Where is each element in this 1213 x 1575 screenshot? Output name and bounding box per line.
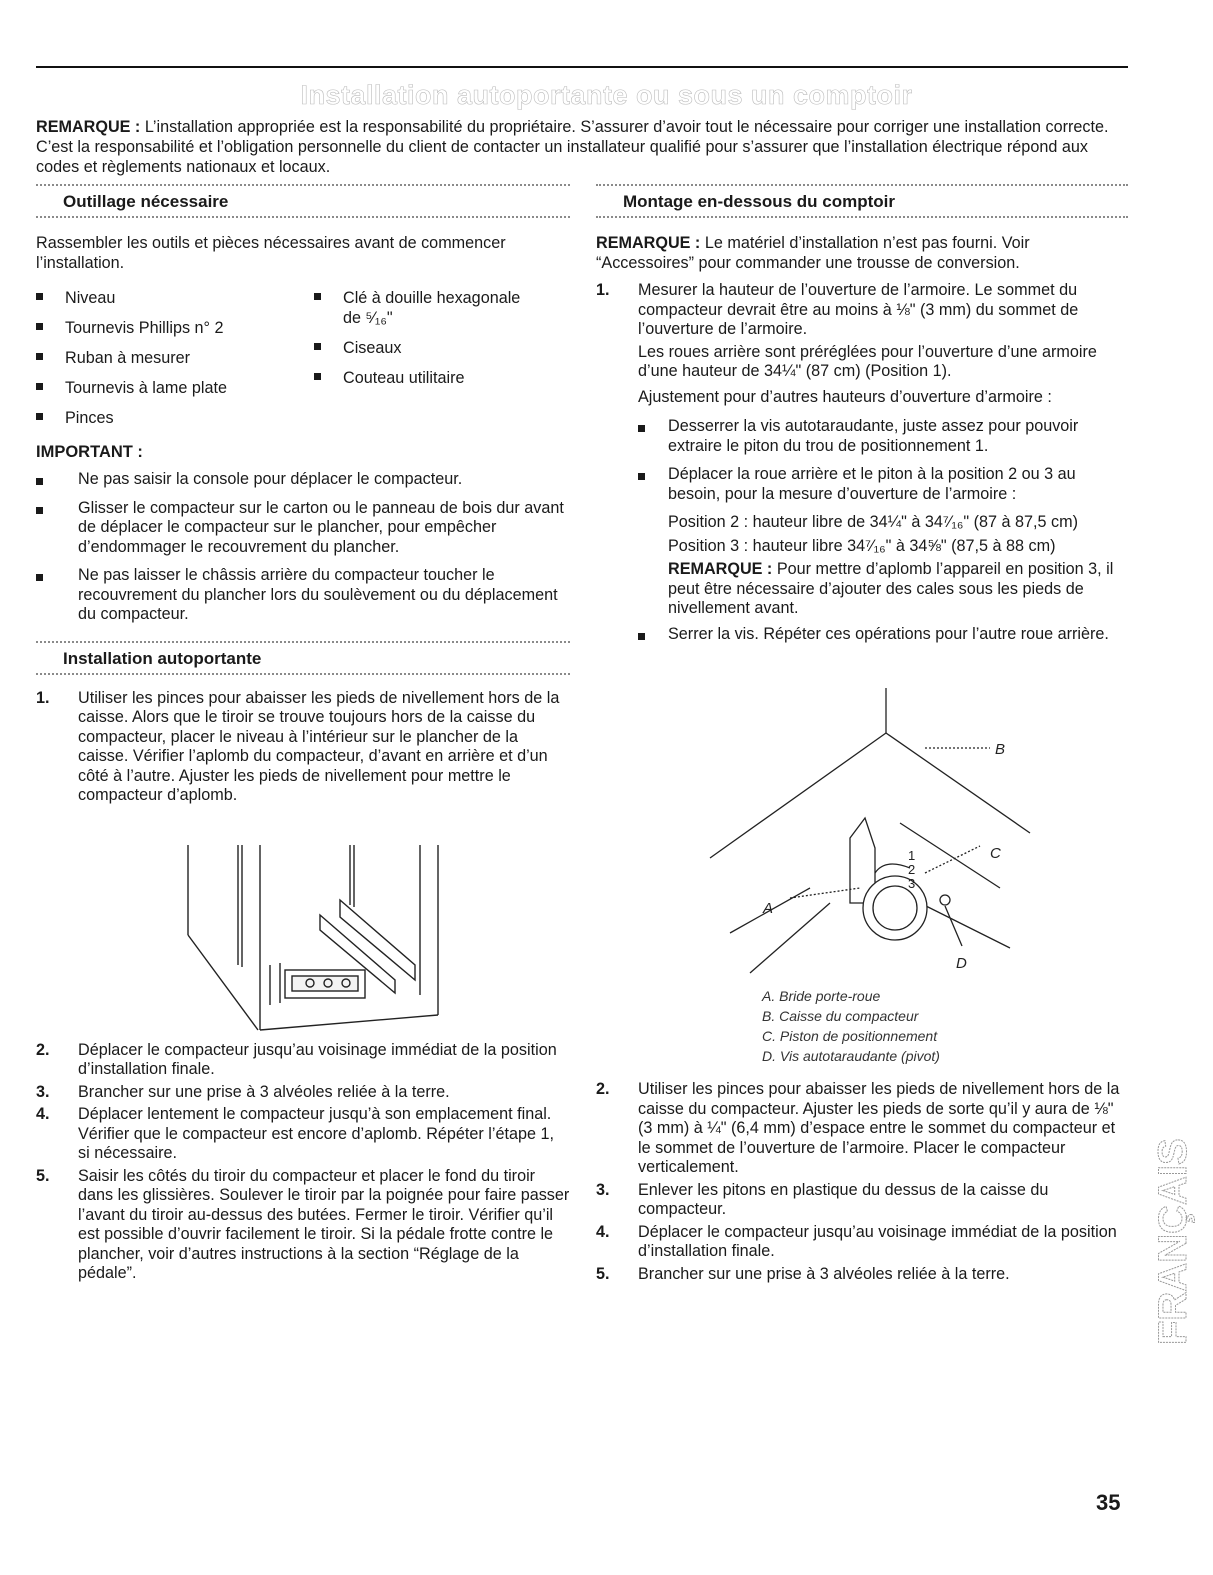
list-item: Serrer la vis. Répéter ces opérations pour l’autre roue arrière. — [596, 625, 1128, 645]
caption-line: D. Vis autotaraudante (pivot) — [762, 1048, 940, 1064]
language-tab-label: FRANÇAIS — [1151, 1138, 1195, 1345]
right-column — [596, 184, 1128, 653]
caption-line: A. Bride porte-roue — [762, 988, 881, 1004]
tool-item: Ruban à mesurer — [36, 349, 190, 368]
list-item: Ne pas laisser le châssis arrière du compacteur toucher le recouvrement du plancher lors du soulèvement ou du déplacement du compacteur. — [36, 566, 570, 625]
step-item: 5. Saisir les côtés du tiroir du compacteur et placer le fond du tiroir dans les glissières. Soulever le tiroir par la poignée pour faire passer l’avant du tiroir au-dessus des butées. Fermer le tiroir. Vérifier qu’il est possible d’ouvrir facilement le tiroir. Si la pédale frotte contre le plancher, voir d’autres instructions à la section “Réglage de la pédale”. — [36, 1166, 570, 1282]
figure-label-b: B — [995, 741, 1006, 758]
step-paragraph: Les roues arrière sont préréglées pour l’ouverture d’une armoire d’une hauteur de 34¼" (87 cm) (Position 1). — [638, 342, 1097, 380]
step-item: 2. Déplacer le compacteur jusqu’au voisinage immédiat de la position d’installation finale. — [36, 1040, 557, 1078]
figure-label-d: D — [956, 955, 967, 972]
section-heading-undercounter: Montage en-dessous du comptoir — [623, 192, 896, 211]
freestanding-steps — [36, 1041, 570, 1284]
figure-caption — [762, 986, 940, 1066]
position-2: Position 2 : hauteur libre de 34¼" à 34⁷⁄₁₆" (87 à 87,5 cm) — [668, 513, 1078, 531]
section-heading-tools: Outillage nécessaire — [63, 192, 229, 211]
tool-item: Couteau utilitaire — [314, 369, 464, 388]
wheel-bracket-figure — [700, 688, 1040, 978]
step-item: 3. Enlever les pitons en plastique du dessus de la caisse du compacteur. — [596, 1180, 1049, 1218]
step-paragraph: Ajustement pour d’autres hauteurs d’ouverture d’armoire : — [638, 387, 1052, 406]
caption-line: B. Caisse du compacteur — [762, 1008, 919, 1024]
divider — [36, 216, 570, 218]
figure-label-c: C — [990, 845, 1001, 862]
position-3: Position 3 : hauteur libre 34⁷⁄₁₆" à 34⅝" (87,5 à 88 cm) — [668, 536, 1056, 555]
step-item: 5. Brancher sur une prise à 3 alvéoles reliée à la terre. — [596, 1264, 1010, 1283]
intro-note — [36, 117, 1126, 177]
step-item: 1. Utiliser les pinces pour abaisser les pieds de nivellement hors de la caisse. Alors que le tiroir se trouve toujours hors de la caisse du compacteur, placer le niveau à l’intérieur sur le plancher de la caisse. Vérifier l’aplomb du compacteur, d’avant en arrière et d’un côté à l’autre. Ajuster les pieds de nivellement pour mettre le compacteur d’aplomb. — [36, 688, 560, 804]
intro-note-label: REMARQUE : — [36, 118, 141, 136]
step-item: 4. Déplacer lentement le compacteur jusqu’à son emplacement final. Vérifier que le compacteur est encore d’aplomb. Répéter l’étape 1, si nécessaire. — [36, 1105, 554, 1162]
undercounter-steps — [596, 1080, 1128, 1287]
step-item: 3. Brancher sur une prise à 3 alvéoles reliée à la terre. — [36, 1082, 450, 1101]
intro-note-text: L’installation appropriée est la responsabilité du propriétaire. S’assurer d’avoir tout le nécessaire pour corriger une installation correcte. C’est la responsabilité et l’obligation personnelle du client de contacter un installateur qualifié pour s’assurer que l’installation électrique répond aux codes et règlements nationaux et locaux. — [36, 118, 1109, 176]
note-position-3: REMARQUE : Pour mettre d’aplomb l’appareil en position 3, il peut être nécessaire d’ajouter des cales sous les pieds de nivellement avant. — [668, 560, 1114, 617]
caption-line: C. Piston de positionnement — [762, 1028, 938, 1044]
tool-item: Ciseaux — [314, 339, 401, 358]
list-item: Glisser le compacteur sur le carton ou le panneau de bois dur avant de déplacer le compacteur sur le plancher, pour empêcher d’endommager le recouvrement du plancher. — [36, 499, 570, 558]
divider — [596, 216, 1128, 218]
language-tab — [1150, 1070, 1202, 1350]
page-number: 35 — [1096, 1490, 1121, 1515]
section-heading-freestanding: Installation autoportante — [63, 648, 262, 668]
step-item: 1. Mesurer la hauteur de l’ouverture de l’armoire. Le sommet du compacteur devrait être au moins à ⅛" (3 mm) du sommet de l’ouverture de l’armoire. — [596, 281, 1079, 338]
figure-label-a: A — [763, 900, 774, 917]
tools-intro: Rassembler les outils et pièces nécessaires avant de commencer l’installation. — [36, 234, 506, 272]
leveling-figure — [180, 845, 440, 1040]
list-item: Déplacer la roue arrière et le piton à la position 2 ou 3 au besoin, pour la mesure d’ouverture de l’armoire : — [596, 465, 1128, 504]
figure-position-3: 3 — [908, 876, 916, 891]
figure-position-1: 1 — [908, 848, 916, 863]
important-heading: IMPORTANT : — [36, 443, 143, 461]
undercounter-note: REMARQUE : Le matériel d’installation n’est pas fourni. Voir “Accessoires” pour commander une trousse de conversion. — [596, 234, 1030, 272]
tool-item: Pinces — [36, 409, 114, 428]
tool-item: Tournevis à lame plate — [36, 379, 227, 398]
tools-list — [36, 283, 570, 431]
important-list — [36, 470, 570, 625]
list-item: Desserrer la vis autotaraudante, juste assez pour pouvoir extraire le piton du trou de positionnement 1. — [596, 417, 1128, 456]
step-item: 2. Utiliser les pinces pour abaisser les pieds de nivellement hors de la caisse du compacteur. Ajuster les pieds de sorte qu’il y aura de ⅛" (3 mm) à ¼" (6,4 mm) d’espace entre le sommet du compacteur et le sommet de l’ouverture de l’armoire. Placer le compacteur verticalement. — [596, 1080, 1120, 1176]
figure-position-2: 2 — [908, 862, 916, 877]
tool-item: Tournevis Phillips n° 2 — [36, 319, 224, 338]
step-item: 4. Déplacer le compacteur jusqu’au voisinage immédiat de la position d’installation finale. — [596, 1222, 1117, 1260]
page-title: Installation autoportante ou sous un comptoir — [300, 80, 913, 110]
tool-item-continued: de ⁵⁄₁₆" — [343, 309, 393, 327]
tool-item: Clé à douille hexagonale — [314, 289, 520, 308]
list-item: Ne pas saisir la console pour déplacer le compacteur. — [36, 470, 570, 490]
tool-item: Niveau — [36, 289, 115, 308]
left-column — [36, 184, 570, 1287]
divider — [36, 673, 570, 675]
top-rule — [36, 66, 1128, 68]
